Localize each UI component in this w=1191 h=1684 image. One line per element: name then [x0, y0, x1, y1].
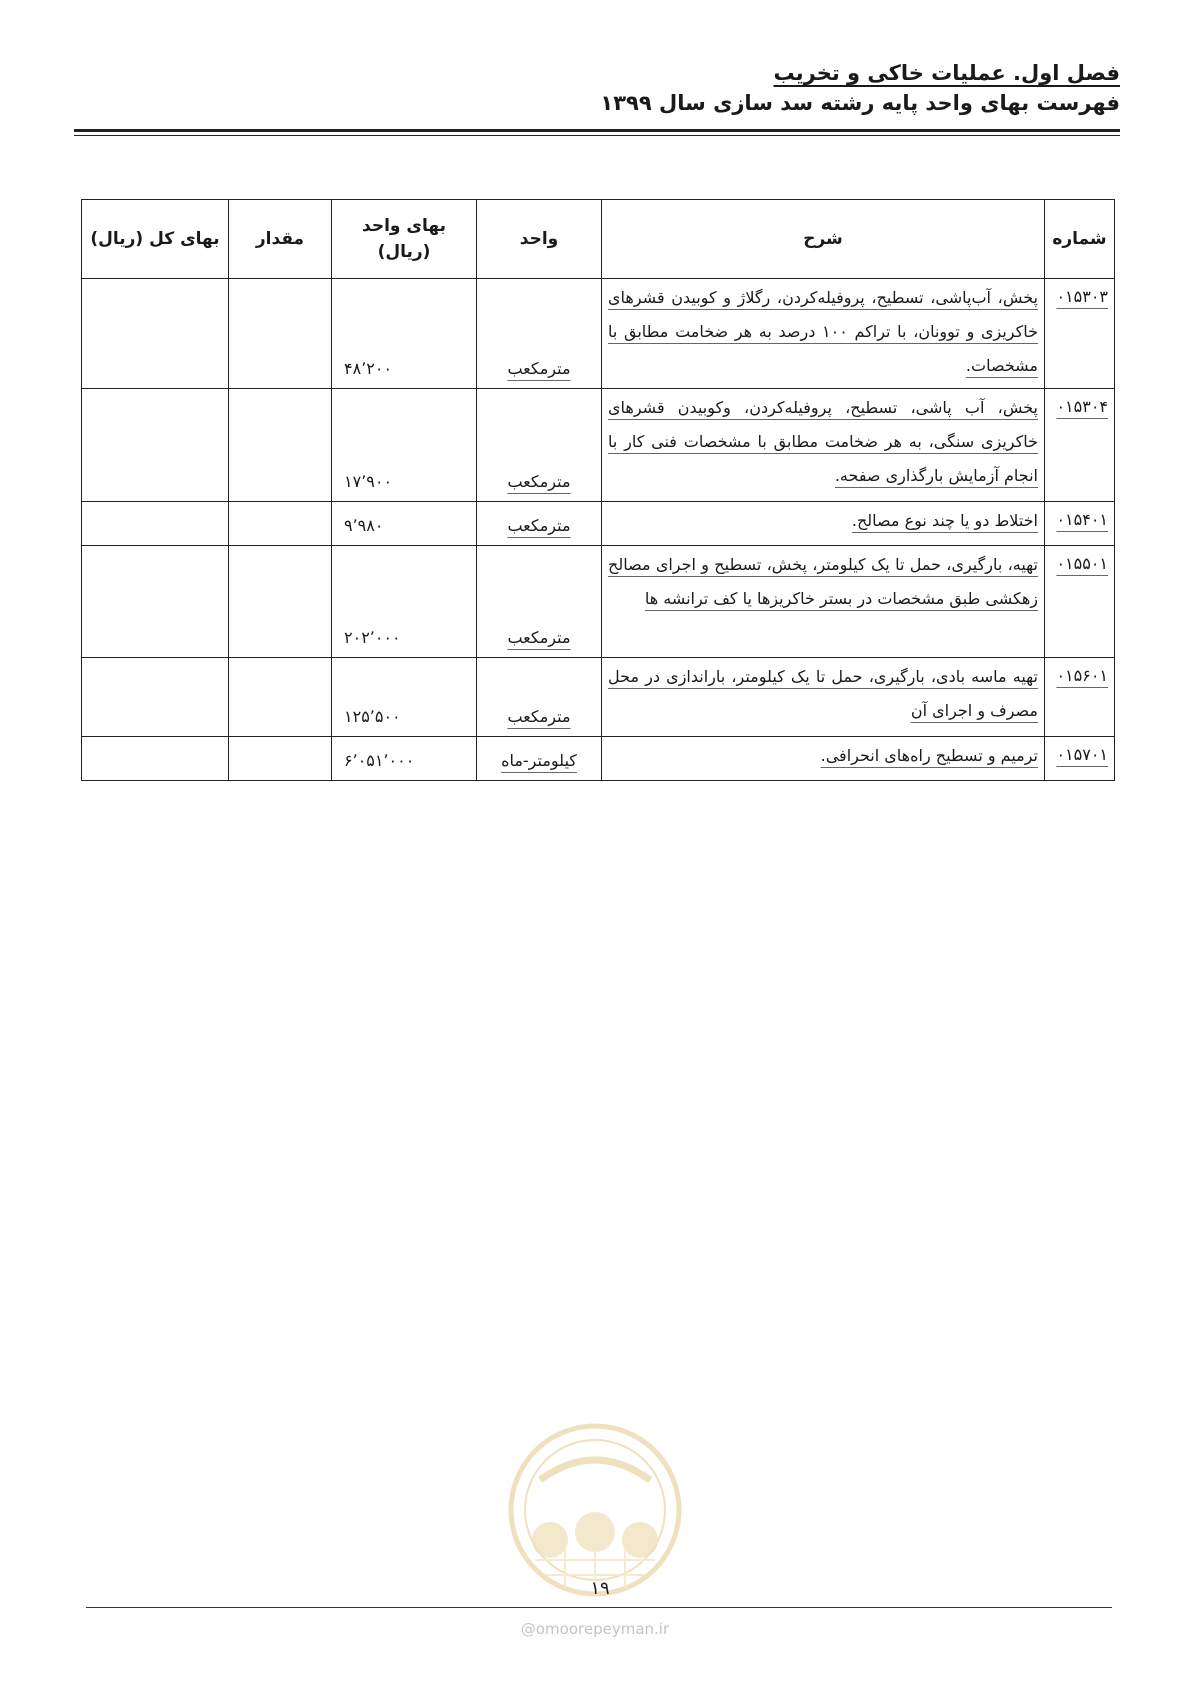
price-list-table — [81, 199, 1115, 781]
column-header-code: شماره — [1045, 200, 1115, 279]
table-row — [82, 279, 1115, 389]
row-unit — [477, 546, 602, 658]
row-unit-price: ۲۰۲٬۰۰۰ — [332, 546, 477, 658]
row-unit — [477, 658, 602, 737]
row-code — [1045, 737, 1115, 781]
column-header-quantity: مقدار — [229, 200, 332, 279]
row-code — [1045, 279, 1115, 389]
row-description-text: تهیه ماسه بادی، بارگیری، حمل تا یک کیلومتر، باراندازی در محل مصرف و اجرای آن — [608, 667, 1038, 720]
row-description — [602, 737, 1045, 781]
table-row — [82, 502, 1115, 546]
row-unit-text: مترمکعب — [507, 472, 571, 491]
row-quantity — [229, 546, 332, 658]
footer-rule — [86, 1607, 1112, 1608]
row-unit — [477, 279, 602, 389]
column-header-unit: واحد — [477, 200, 602, 279]
table-row — [82, 737, 1115, 781]
watermark-seal-icon — [505, 1420, 685, 1600]
row-code — [1045, 502, 1115, 546]
row-total — [82, 279, 229, 389]
column-header-unit-price — [332, 200, 477, 279]
row-unit-price: ۱۷٬۹۰۰ — [332, 389, 477, 502]
row-unit — [477, 389, 602, 502]
row-code-text: ۰۱۵۷۰۱ — [1056, 745, 1108, 764]
row-total — [82, 502, 229, 546]
unit-price-header-line1: بهای واحد — [362, 216, 446, 236]
row-total — [82, 737, 229, 781]
row-unit-text: مترمکعب — [507, 359, 571, 378]
row-code — [1045, 389, 1115, 502]
table-row — [82, 546, 1115, 658]
row-unit — [477, 502, 602, 546]
row-unit-text: مترمکعب — [507, 516, 571, 535]
column-header-description: شرح — [602, 200, 1045, 279]
row-description — [602, 389, 1045, 502]
row-quantity — [229, 279, 332, 389]
watermark-url: @omoorepeyman.ir — [520, 1620, 670, 1638]
unit-price-header-line2: (ریال) — [377, 242, 431, 262]
row-code-text: ۰۱۵۶۰۱ — [1056, 666, 1108, 685]
page-header — [74, 58, 1120, 118]
row-description — [602, 502, 1045, 546]
header-rule-thick — [74, 129, 1120, 132]
row-code-text: ۰۱۵۴۰۱ — [1056, 510, 1108, 529]
row-unit-price: ۱۲۵٬۵۰۰ — [332, 658, 477, 737]
table-row — [82, 658, 1115, 737]
row-unit-text: مترمکعب — [507, 628, 571, 647]
row-code — [1045, 658, 1115, 737]
row-total — [82, 658, 229, 737]
table-row — [82, 389, 1115, 502]
row-quantity — [229, 502, 332, 546]
row-description — [602, 546, 1045, 658]
row-code-text: ۰۱۵۳۰۴ — [1056, 397, 1108, 416]
row-unit-text: کیلومتر-ماه — [501, 751, 577, 770]
row-description-text: ترمیم و تسطیح راه‌های انحرافی. — [820, 746, 1038, 765]
row-description — [602, 279, 1045, 389]
row-quantity — [229, 389, 332, 502]
table-header-row — [82, 200, 1115, 279]
row-code-text: ۰۱۵۳۰۳ — [1056, 287, 1108, 306]
row-unit-price: ۹٬۹۸۰ — [332, 502, 477, 546]
row-code-text: ۰۱۵۵۰۱ — [1056, 554, 1108, 573]
row-total — [82, 389, 229, 502]
row-description-text: اختلاط دو یا چند نوع مصالح. — [851, 511, 1038, 530]
row-unit — [477, 737, 602, 781]
row-unit-price: ۶٬۰۵۱٬۰۰۰ — [332, 737, 477, 781]
row-description-text: تهیه، بارگیری، حمل تا یک کیلومتر، پخش، تسطیح و اجرای مصالح زهکشی طبق مشخصات در بستر خاکریزها یا کف ترانشه ها — [608, 555, 1038, 608]
row-total — [82, 546, 229, 658]
chapter-title: فصل اول. عملیات خاکی و تخریب — [773, 61, 1120, 85]
row-description — [602, 658, 1045, 737]
row-code — [1045, 546, 1115, 658]
page-number: ۱۹ — [590, 1578, 610, 1599]
header-rule-thin — [74, 135, 1120, 136]
row-quantity — [229, 737, 332, 781]
column-header-total: بهای کل (ریال) — [82, 200, 229, 279]
row-quantity — [229, 658, 332, 737]
row-description-text: پخش، آب‌پاشی، تسطیح، پروفیله‌کردن، رگلاژ و کوبیدن قشرهای خاکریزی و توونان، با تراکم ۱۰۰ درصد به هر ضخامت مطابق با مشخصات. — [608, 288, 1038, 375]
row-unit-text: مترمکعب — [507, 707, 571, 726]
row-description-text: پخش، آب پاشی، تسطیح، پروفیله‌کردن، وکوبیدن قشرهای خاکریزی سنگی، به هر ضخامت مطابق با مشخصات فنی کار با انجام آزمایش بارگذاری صفحه. — [608, 398, 1038, 485]
document-subtitle: فهرست بهای واحد پایه رشته سد سازی سال ۱۳۹۹ — [600, 91, 1120, 115]
row-unit-price: ۴۸٬۲۰۰ — [332, 279, 477, 389]
